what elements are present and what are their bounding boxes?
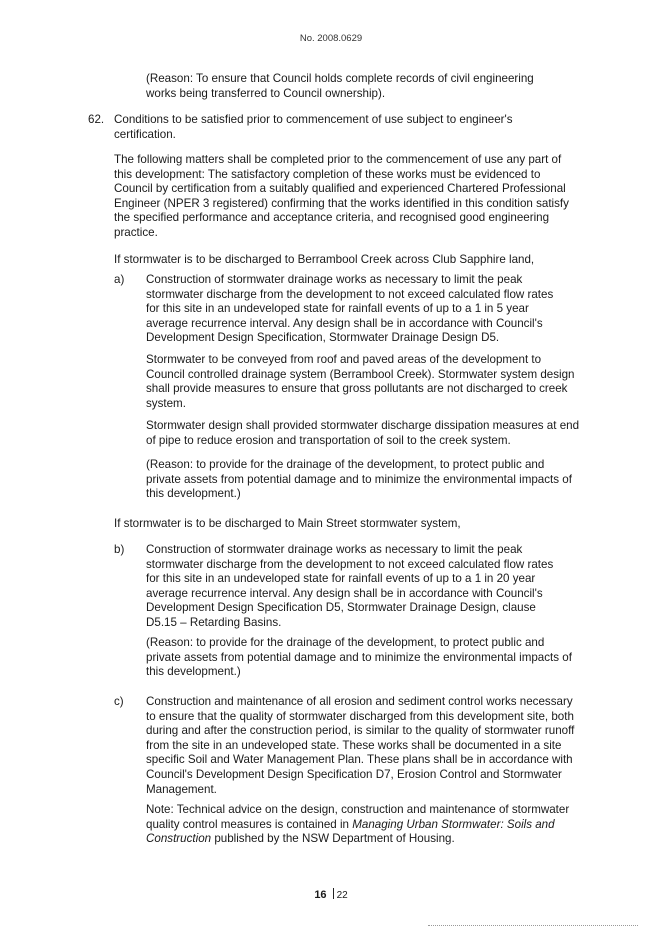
item-a-label: a)	[114, 273, 125, 286]
item-b-label: b)	[114, 543, 125, 556]
option2-heading: If stormwater is to be discharged to Main Street stormwater system,	[114, 517, 461, 530]
scan-edge-dots	[428, 925, 638, 926]
item-a-text: Construction of stormwater drainage works as necessary to limit the peak stormwater discharge from the development to not exceed calculated flow rates for this site in an undeveloped state for rainfall events of up to a 1 in 5 year average recurrence interval. Any design shall be in accordance with Council's Development Design Specification, Stormwater Drainage Design D5.	[146, 273, 554, 345]
item-a-paragraph-3: Stormwater design shall provided stormwater discharge dissipation measures at end of pipe to reduce erosion and transportation of soil to the creek system.	[146, 419, 580, 447]
footer-separator	[333, 888, 334, 899]
item-c-text: Construction and maintenance of all erosion and sediment control works necessary to ensure that the quality of stormwater discharged from this development site, both during and after the construction period, is similar to the quality of stormwater runoff from the site in an undeveloped state. These works shall be documented in a site specific Soil and Water Management Plan. These plans shall be in accordance with Council's Development Design Specification D7, Erosion Control and Stormwater Management.	[146, 695, 575, 796]
document-reference: No. 2008.0629	[299, 33, 363, 44]
page-footer	[0, 888, 662, 901]
note-text-post: published by the NSW Department of Housing.	[211, 832, 455, 846]
item-c-label: c)	[114, 695, 124, 708]
condition-title: Conditions to be satisfied prior to commencement of use subject to engineer's certification.	[114, 113, 513, 141]
reason-paragraph-top: (Reason: To ensure that Council holds complete records of civil engineering works being transferred to Council ownership).	[146, 72, 534, 100]
item-b-text: Construction of stormwater drainage works as necessary to limit the peak stormwater discharge from the development to not exceed calculated flow rates for this site in an undeveloped state for rainfall events of up to a 1 in 20 year average recurrence interval. Any design shall be in accordance with Council's Development Design Specification D5, Stormwater Drainage Design, clause D5.15 – Retarding Basins.	[146, 543, 554, 629]
note-publication-title: Managing Urban Stormwater: Soils and Construction	[146, 817, 555, 846]
item-b-reason: (Reason: to provide for the drainage of the development, to protect public and private assets from potential damage and to minimize the environmental impacts of this development.)	[146, 636, 572, 679]
option1-heading: If stormwater is to be discharged to Berrambool Creek across Club Sapphire land,	[114, 253, 535, 266]
item-a-reason: (Reason: to provide for the drainage of the development, to protect public and private assets from potential damage and to minimize the environmental impacts of this development.)	[146, 458, 572, 501]
page-total: 22	[336, 890, 348, 901]
condition-number: 62.	[88, 113, 105, 126]
item-c-note	[146, 803, 576, 847]
item-a-paragraph-2: Stormwater to be conveyed from roof and paved areas of the development to Council controlled drainage system (Berrambool Creek). Stormwater system design shall provide measures to ensure that gross pollutants are not discharged to creek system.	[146, 353, 575, 410]
page-number: 16	[314, 889, 327, 901]
note-text-pre: Note: Technical advice on the design, construction and maintenance of stormwater quality control measures is contained in	[146, 803, 570, 831]
condition-intro: The following matters shall be completed prior to the commencement of use any part of this development: The satisfactory completion of these works must be evidenced to Council by certification from a suitably qualified and experienced Chartered Professional Engineer (NPER 3 registered) confirming that the works identified in this condition satisfy the specified performance and acceptance criteria, and recognised good engineering practice.	[114, 153, 569, 239]
